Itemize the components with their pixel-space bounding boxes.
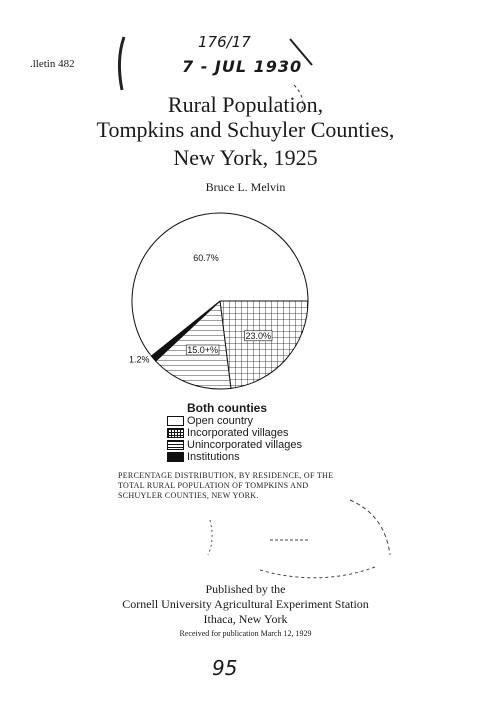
legend-label: Unincorporated villages [187,439,302,451]
library-stamp-date: 7 - JUL 1930 [182,57,303,76]
pie-slice-incorporated [220,301,308,388]
legend-swatch-grid [167,428,184,438]
pie-label-institutions: 1.2% [128,354,150,365]
title-line-3: New York, 1925 [173,145,318,170]
legend [167,401,302,463]
legend-item-open-country [167,415,302,427]
bulletin-label: .lletin 482 [30,58,75,70]
legend-title: Both counties [187,401,267,415]
pie-label-incorporated: 23.0% [245,330,272,341]
publisher-line-2: Cornell University Agricultural Experiment Station [122,597,369,611]
legend-label: Open country [187,415,254,427]
legend-item-incorporated [167,427,302,439]
title-line-1: Rural Population, [167,92,324,117]
library-stamp-number: 176/17 [198,33,251,51]
title-line-2: Tompkins and Schuyler Counties, [96,117,395,142]
handwritten-page-mark: 95 [212,656,238,680]
pie-chart [115,205,345,405]
legend-swatch-open [167,416,184,426]
caption-line-2: TOTAL RURAL POPULATION OF TOMPKINS AND [118,481,309,490]
caption-line-3: SCHUYLER COUNTIES, NEW YORK. [118,491,259,500]
legend-swatch-lines [167,440,184,450]
legend-swatch-solid [167,452,184,462]
pie-label-unincorporated: 15.0+% [187,344,219,355]
publisher-line-3: Ithaca, New York [203,612,288,626]
legend-item-institutions [167,451,302,463]
author: Bruce L. Melvin [205,180,286,194]
legend-item-unincorporated [167,439,302,451]
pencil-marks [200,495,400,585]
publisher-line-1: Published by the [205,582,286,596]
pie-label-open-country: 60.7% [193,253,219,264]
received-date: Received for publication March 12, 1929 [179,629,312,638]
legend-label: Incorporated villages [187,427,289,439]
caption-line-1: PERCENTAGE DISTRIBUTION, BY RESIDENCE, OF THE [118,471,334,480]
legend-label: Institutions [187,451,240,463]
